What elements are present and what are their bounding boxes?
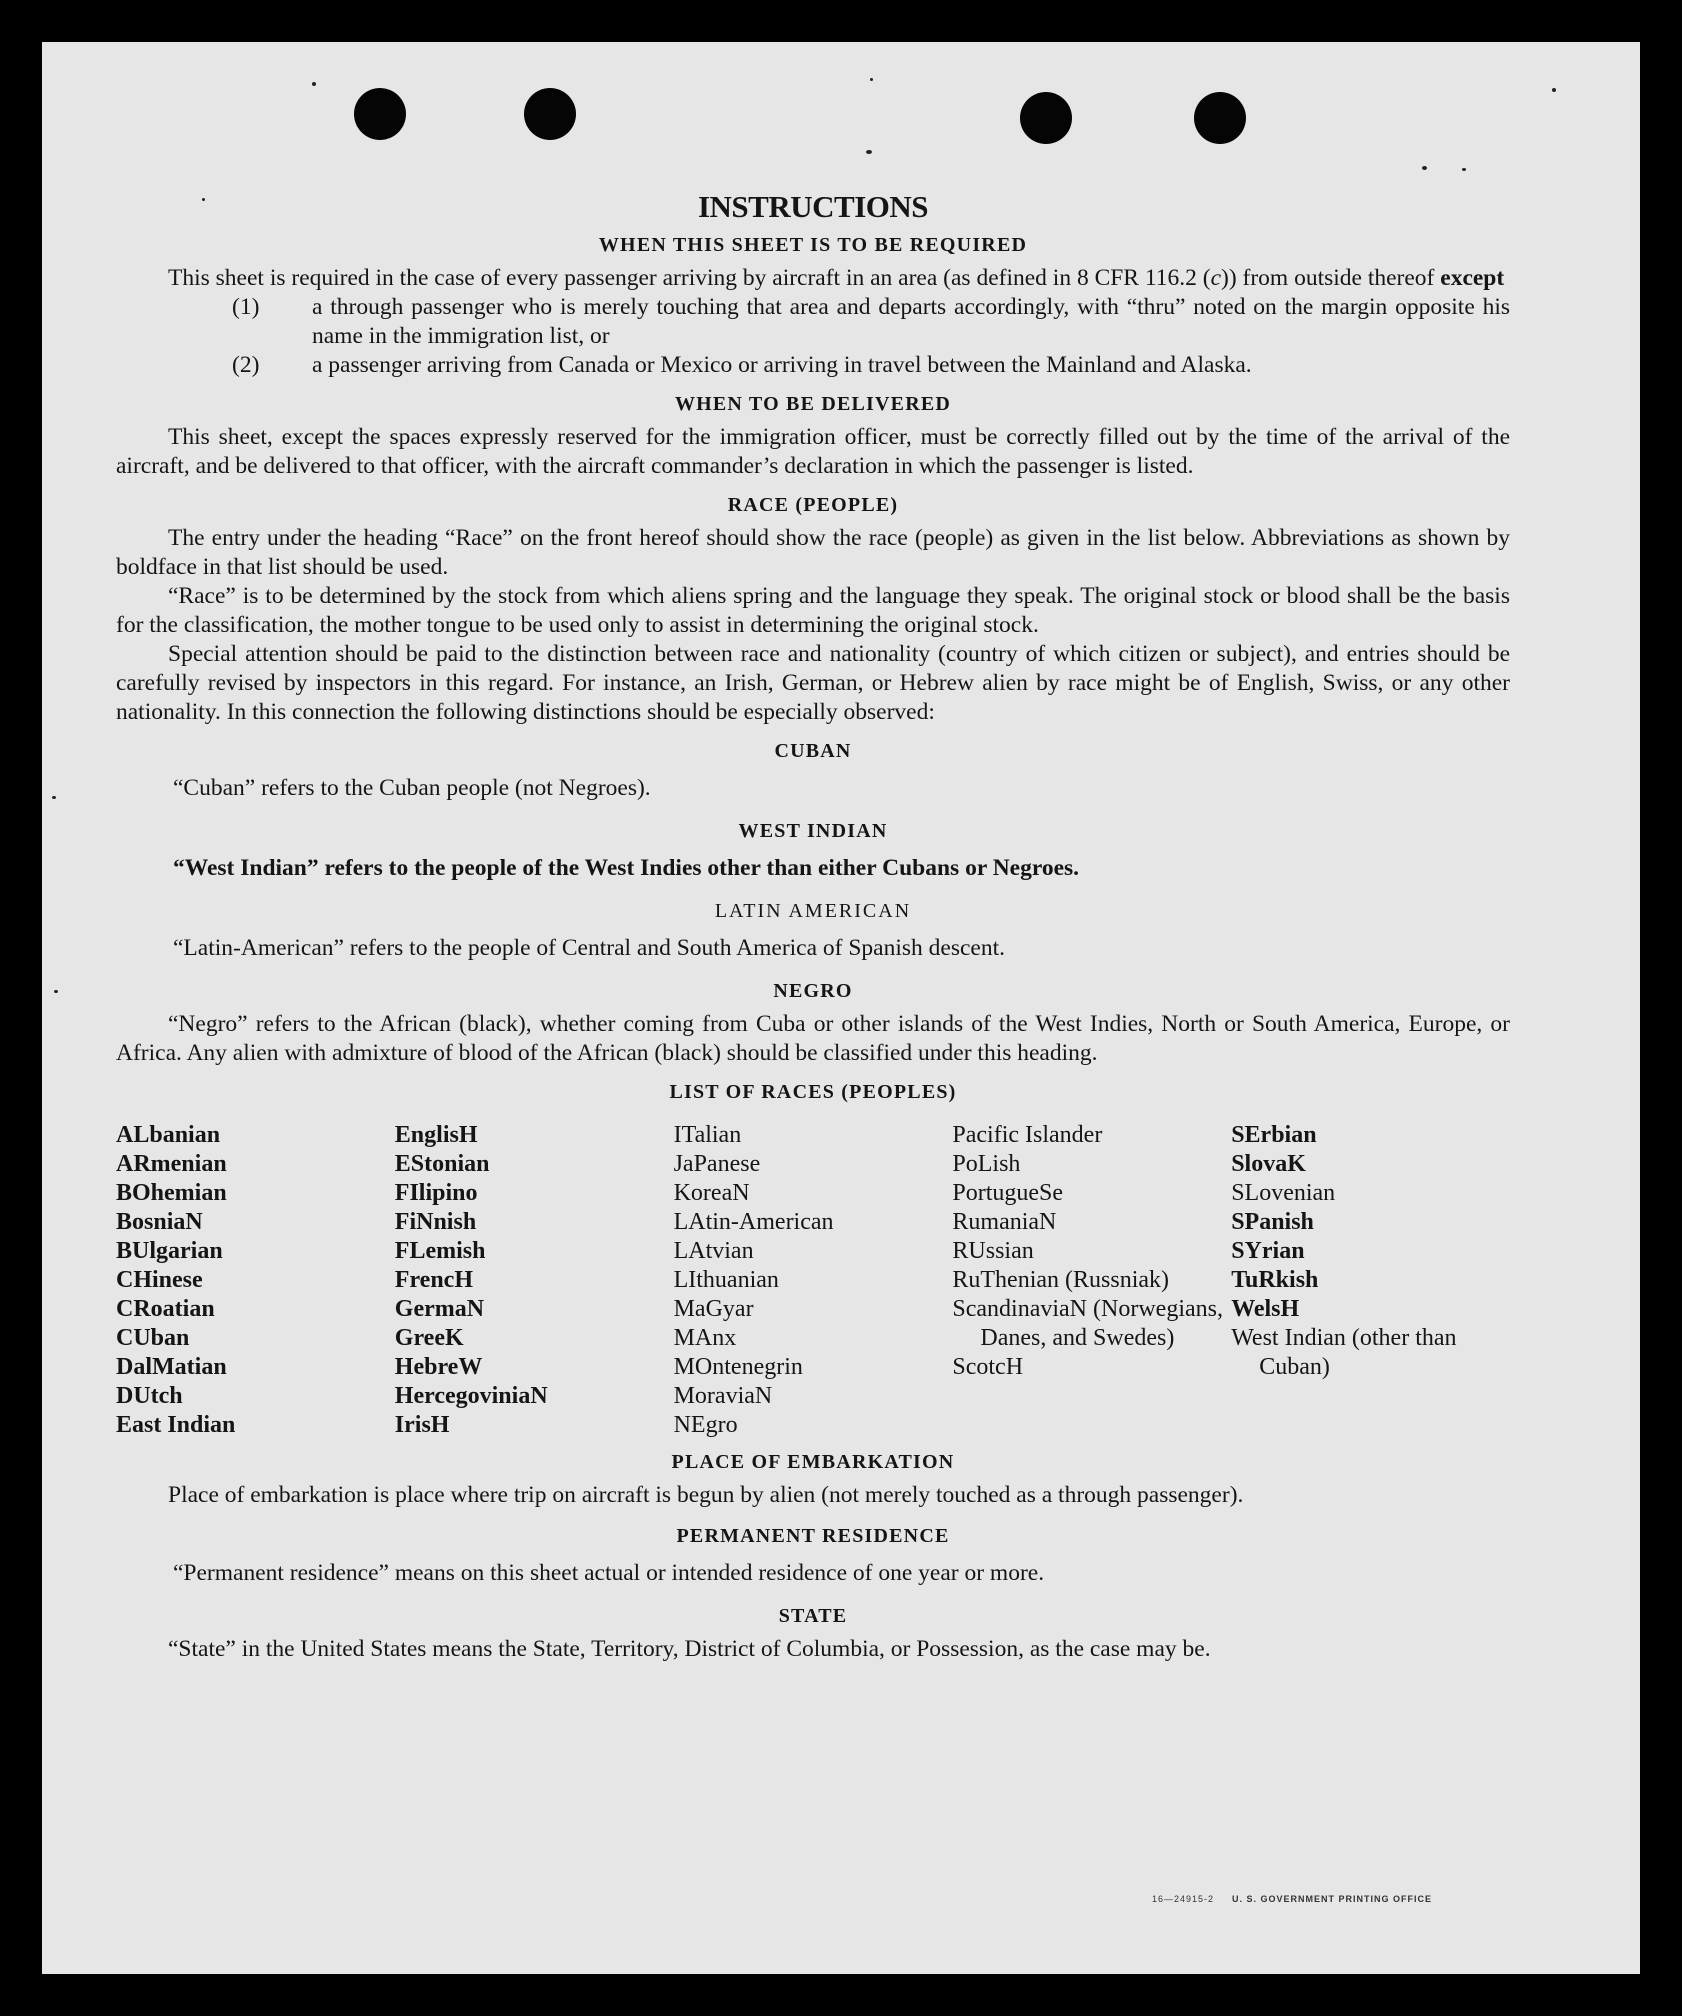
race-entry: BosniaN [116,1209,203,1235]
race-entry: MaGyar [673,1296,754,1322]
embarkation-text: Place of embarkation is place where trip on aircraft is begun by alien (not merely touched as a through passenger). [168,1482,1244,1508]
race-paragraph: The entry under the heading “Race” on the front hereof should show the race (people) as given in the list below. Abbreviations as shown by boldface in that list should be used. [116,525,1510,580]
paper-speck [312,82,316,86]
race-entry: MoraviaN [673,1383,773,1409]
race-entry: PoLish [952,1151,1021,1177]
section-heading-list-of-races: LIST OF RACES (PEOPLES) [669,1081,957,1103]
section-heading-west-indian: WEST INDIAN [738,820,888,842]
race-entry: EStonian [394,1151,490,1177]
paper-speck [866,150,872,154]
race-entry: SErbian [1231,1122,1317,1148]
state-text: “State” in the United States means the State, Territory, District of Columbia, or Possession, as the case may be. [168,1636,1211,1662]
race-entry: HercegoviniaN [394,1383,548,1409]
race-entry: SPanish [1231,1209,1314,1235]
race-entry: SYrian [1231,1238,1305,1264]
races-column [952,1121,1231,1440]
document-sheet [42,42,1640,1974]
races-list [116,1121,1510,1440]
paper-speck [54,990,58,993]
race-entry: DalMatian [116,1354,227,1380]
race-entry: TuRkish [1231,1267,1319,1293]
race-entry: BOhemian [116,1180,227,1206]
race-entry: FLemish [394,1238,486,1264]
race-entry: MOntenegrin [673,1354,803,1380]
race-entry: PortugueSe [952,1180,1064,1206]
exception-list [116,293,1510,380]
race-entry: ARmenian [116,1151,227,1177]
paper-speck [1552,88,1556,92]
section-heading-when-required: WHEN THIS SHEET IS TO BE REQUIRED [598,234,1028,256]
race-entry: West Indian (other than Cuban) [1231,1325,1457,1380]
section-heading-negro: NEGRO [773,980,853,1002]
west-indian-definition: “West Indian” refers to the people of the West Indies other than either Cubans or Negroes. [173,855,1080,881]
residence-text: “Permanent residence” means on this sheet actual or intended residence of one year or more. [173,1560,1045,1586]
cuban-definition: “Cuban” refers to the Cuban people (not Negroes). [173,775,651,801]
race-entry: BUlgarian [116,1238,223,1264]
punch-hole [1194,92,1246,144]
race-entry: ITalian [673,1122,742,1148]
race-entry: CUban [116,1325,190,1351]
section-heading-state: STATE [778,1605,848,1627]
form-code: 16—24915-2 [1152,1894,1215,1904]
races-column [395,1121,674,1440]
race-entry: FrencH [394,1267,473,1293]
race-entry: RumaniaN [952,1209,1057,1235]
page-title: INSTRUCTIONS [697,189,928,224]
section-heading-race: RACE (PEOPLE) [727,494,899,516]
race-entry: ScotcH [952,1354,1024,1380]
printer-name: U. S. GOVERNMENT PRINTING OFFICE [1232,1894,1433,1904]
race-entry: RUssian [952,1238,1034,1264]
paper-speck [1422,166,1427,170]
list-item: (1) a through passenger who is merely touching that area and departs accordingly, with “thru” noted on the margin opposite his name in the immigration list, or [232,294,1510,349]
when-delivered-text: This sheet, except the spaces expressly reserved for the immigration officer, must be correctly filled out by the time of the arrival of the aircraft, and be delivered to that officer, with the aircraft commander’s declaration in which the passenger is listed. [116,424,1510,479]
race-entry: EnglisH [394,1122,478,1148]
paper-speck [52,796,56,799]
race-entry: LIthuanian [673,1267,779,1293]
race-entry: LAtvian [673,1238,754,1264]
race-entry: GermaN [394,1296,485,1322]
race-entry: RuThenian (Russniak) [952,1267,1170,1293]
instructions-content [116,172,1510,1664]
race-entry: DUtch [116,1383,183,1409]
paper-speck [1462,168,1466,171]
punch-hole [1020,92,1072,144]
latin-american-definition: “Latin-American” refers to the people of Central and South America of Spanish descent. [173,935,1006,961]
race-entry: CRoatian [116,1296,215,1322]
race-entry: HebreW [394,1354,483,1380]
paper-speck [870,78,873,81]
section-heading-latin-american: LATIN AMERICAN [714,900,912,922]
race-entry: LAtin-American [673,1209,834,1235]
race-entry: NEgro [673,1412,738,1438]
section-heading-when-delivered: WHEN TO BE DELIVERED [674,393,952,415]
race-entry: FiNnish [394,1209,477,1235]
race-entry: ALbanian [116,1122,221,1148]
section-heading-embarkation: PLACE OF EMBARKATION [671,1451,955,1473]
races-column [116,1121,395,1440]
race-paragraph: Special attention should be paid to the distinction between race and nationality (country of which citizen or subject), and entries should be carefully revised by inspectors in this regard. For instance, an Irish, German, or Hebrew alien by race might be of English, Swiss, or any other nationality. In this connection the following distinctions should be especially observed: [116,641,1510,725]
race-entry: CHinese [116,1267,203,1293]
race-entry: JaPanese [673,1151,761,1177]
race-entry: ScandinaviaN (Norwegians, Danes, and Swedes) [952,1296,1223,1351]
punch-hole [354,88,406,140]
negro-definition: “Negro” refers to the African (black), whether coming from Cuba or other islands of the West Indies, North or South America, Europe, or Africa. Any alien with admixture of blood of the African (black) should be classified under this heading. [116,1011,1510,1066]
race-entry: FIlipino [394,1180,478,1206]
race-entry: SLovenian [1231,1180,1336,1206]
race-entry: IrisH [394,1412,450,1438]
race-entry: GreeK [394,1325,464,1351]
list-item: (2) a passenger arriving from Canada or Mexico or arriving in travel between the Mainland and Alaska. [232,352,1252,378]
punch-hole [524,88,576,140]
race-entry: KoreaN [673,1180,750,1206]
race-entry: MAnx [673,1325,737,1351]
race-entry: Pacific Islander [952,1122,1103,1148]
when-required-intro: This sheet is required in the case of every passenger arriving by aircraft in an area (as defined in 8 CFR 116.2 (c)) from outside thereof except [168,265,1505,291]
races-column [674,1121,953,1440]
race-entry: SlovaK [1231,1151,1306,1177]
races-column [1231,1121,1510,1440]
race-paragraph: “Race” is to be determined by the stock from which aliens spring and the language they speak. The original stock or blood shall be the basis for the classification, the mother tongue to be used only to assist in determining the original stock. [116,583,1510,638]
printer-imprint [1152,1894,1432,1904]
race-entry: WelsH [1231,1296,1300,1322]
section-heading-residence: PERMANENT RESIDENCE [676,1525,950,1547]
section-heading-cuban: CUBAN [774,740,852,762]
race-entry: East Indian [116,1412,236,1438]
